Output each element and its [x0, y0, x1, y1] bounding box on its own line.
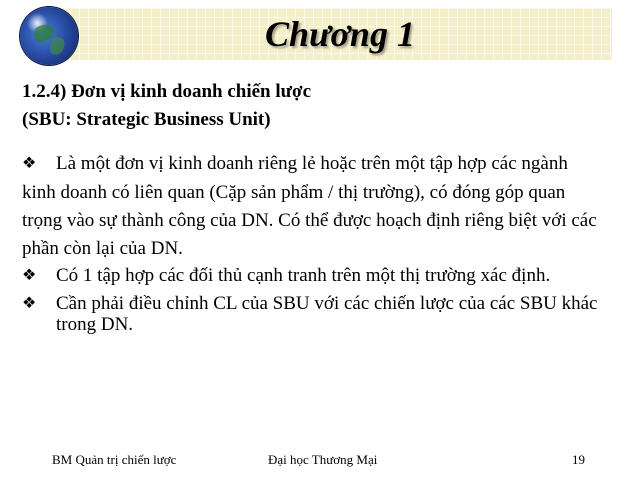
page-number: 19: [572, 452, 585, 467]
definition-paragraph: [22, 150, 602, 263]
section-heading: [22, 78, 622, 134]
slide-body: [22, 150, 602, 341]
section-heading-line2: (SBU: Strategic Business Unit): [22, 109, 271, 130]
slide-title: Chương 1: [265, 14, 415, 54]
list-item: [22, 293, 602, 335]
footer-department: BM Quản trị chiến lược: [52, 452, 177, 467]
diamond-bullet-icon: ❖: [22, 295, 37, 312]
definition-text: Là một đơn vị kinh doanh riêng lẻ hoặc trên một tập hợp các ngành kinh doanh có liên quan (Cặp sản phẩm / thị trường), có đóng góp quan trọng vào sự thành công của DN. Có thể được hoạch định riêng biệt với các phần còn lại của DN.: [22, 153, 597, 259]
diamond-bullet-icon: ❖: [22, 155, 37, 172]
diamond-bullet-icon: ❖: [22, 267, 37, 284]
globe-icon: [20, 7, 78, 65]
list-item-text: Có 1 tập hợp các đối thủ cạnh tranh trên một thị trường xác định.: [56, 265, 551, 286]
list-item: [22, 265, 602, 287]
list-item-text: Cần phải điều chỉnh CL của SBU với các chiến lược của các SBU khác trong DN.: [56, 293, 598, 335]
footer-university: Đại học Thương Mại: [268, 452, 378, 467]
section-heading-line1: 1.2.4) Đơn vị kinh doanh chiến lược: [22, 81, 312, 102]
